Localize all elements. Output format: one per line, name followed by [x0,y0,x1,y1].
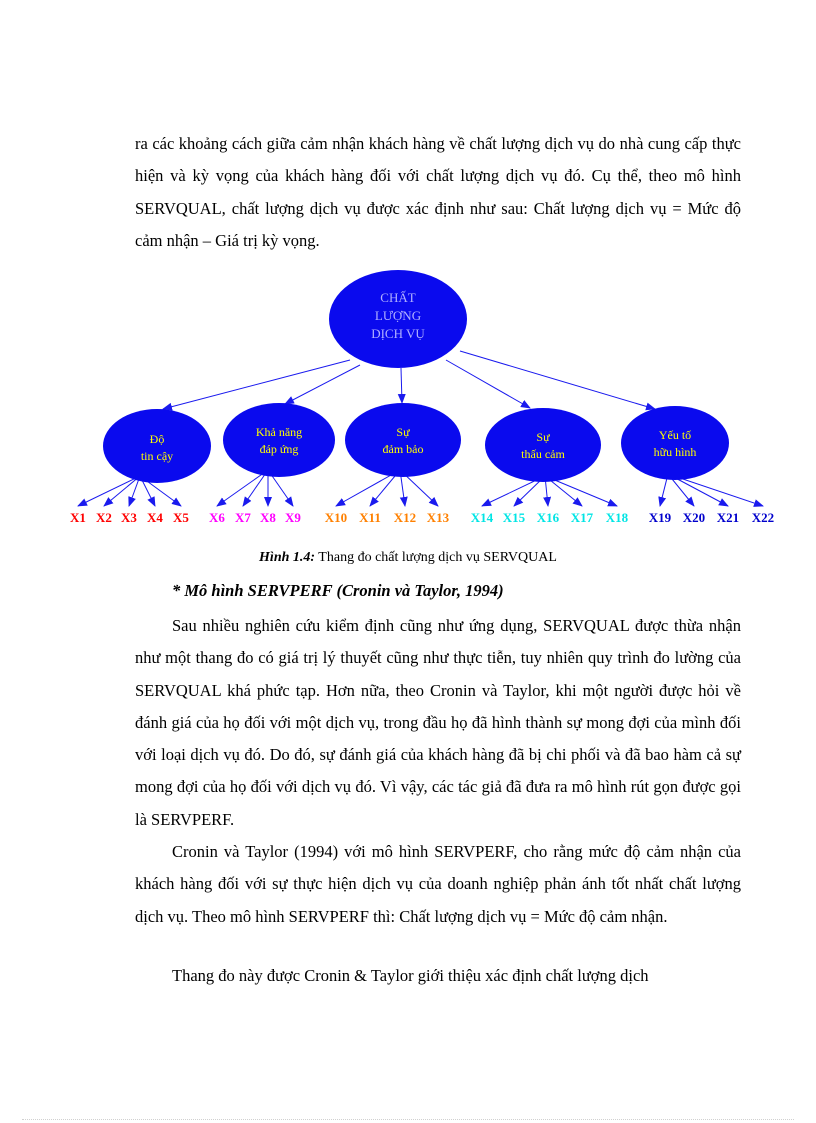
servperf-paragraph-2: Cronin và Taylor (1994) với mô hình SERVPERF, cho rằng mức độ cảm nhận của khách hàng đối với sự thực hiện dịch vụ của doanh nghiệp phản ánh tốt nhất chất lượng dịch vụ. Theo mô hình SERVPERF thì: Chất lượng dịch vụ = Mức độ cảm nhận. [135,842,741,926]
node-assurance-line-2: đảm bảo [382,442,424,456]
item-label-x4: X4 [147,510,163,525]
item-label-x20: X20 [682,510,706,525]
item-label-x2: X2 [96,510,112,525]
node-reliability-line-1: Độ [149,432,165,446]
item-label-x11: X11 [359,510,381,525]
caption-label: Hình 1.4: [259,550,316,565]
item-edge-x6 [217,470,268,506]
item-label-x15: X15 [502,510,526,525]
root-label-line-2: LƯỢNG [374,308,422,323]
root-edge-3 [401,368,402,403]
item-label-x10: X10 [324,510,348,525]
node-responsiveness [223,403,335,477]
figure-caption [0,550,816,566]
caption-text: Thang đo chất lượng dịch vụ SERVQUAL [315,550,557,565]
item-label-x1: X1 [70,510,86,525]
item-label-x16: X16 [536,510,560,525]
root-edge-2 [285,365,360,404]
node-tangibles [621,406,729,480]
node-tangibles-line-1: Yếu tố [658,428,692,442]
node-assurance-line-1: Sự [396,425,410,439]
item-label-x13: X13 [426,510,450,525]
item-label-x22: X22 [751,510,775,525]
item-label-x6: X6 [209,510,225,525]
node-tangibles-line-2: hữu hình [653,445,697,459]
servperf-paragraph-1: Sau nhiều nghiên cứu kiểm định cũng như ứng dụng, SERVQUAL được thừa nhận như một thang đo có giá trị lý thuyết cũng như thực tiễn, tuy nhiên quy trình đo lường của SERVQUAL khá phức tạp. Hơn nữa, theo Cronin và Taylor, khi một người được hỏi về đánh giá của họ đối với một dịch vụ, trong đầu họ đã hình thành sự mong đợi của mình đối với loại dịch vụ đó. Do đó, sự đánh giá của khách hàng đã bị chi phối và đã bao hàm cả sự mong đợi của họ đối với dịch vụ đó. Vì vậy, các tác giả đã đưa ra mô hình rút gọn được gọi là SERVPERF. [135,616,741,829]
node-reliability [103,409,211,483]
node-responsiveness-line-2: đáp ứng [259,442,299,456]
node-empathy [485,408,601,482]
item-label-x18: X18 [605,510,629,525]
item-label-x5: X5 [173,510,189,525]
page-footer-line [22,1119,794,1120]
root-label-line-1: CHẤT [380,290,416,305]
servperf-paragraph-3: Thang đo này được Cronin & Taylor giới thiệu xác định chất lượng dịch [172,966,649,985]
servqual-diagram [0,270,816,532]
node-empathy-line-1: Sự [536,430,550,444]
item-label-x19: X19 [648,510,672,525]
node-responsiveness-line-1: Khả năng [255,425,303,439]
item-label-x14: X14 [470,510,494,525]
item-label-x9: X9 [285,510,301,525]
root-edge-4 [446,360,530,408]
item-label-x7: X7 [235,510,251,525]
item-label-x12: X12 [393,510,417,525]
item-label-x21: X21 [716,510,740,525]
root-label-line-3: DỊCH VỤ [371,326,425,341]
intro-paragraph: ra các khoảng cách giữa cảm nhận khách hàng về chất lượng dịch vụ do nhà cung cấp thực hiện và kỳ vọng của khách hàng đối với chất lượng dịch vụ đó. Cụ thể, theo mô hình SERVQUAL, chất lượng dịch vụ được xác định như sau: Chất lượng dịch vụ = Mức độ cảm nhận – Giá trị kỳ vọng. [135,134,741,250]
node-assurance [345,403,461,477]
item-labels [70,510,774,525]
item-label-x3: X3 [121,510,137,525]
servperf-heading: * Mô hình SERVPERF (Cronin và Taylor, 1994) [172,581,504,600]
item-label-x17: X17 [570,510,594,525]
node-empathy-line-2: thấu cảm [521,447,565,461]
node-reliability-line-2: tin cậy [140,449,174,463]
item-label-x8: X8 [260,510,276,525]
root-edge-5 [460,351,655,409]
